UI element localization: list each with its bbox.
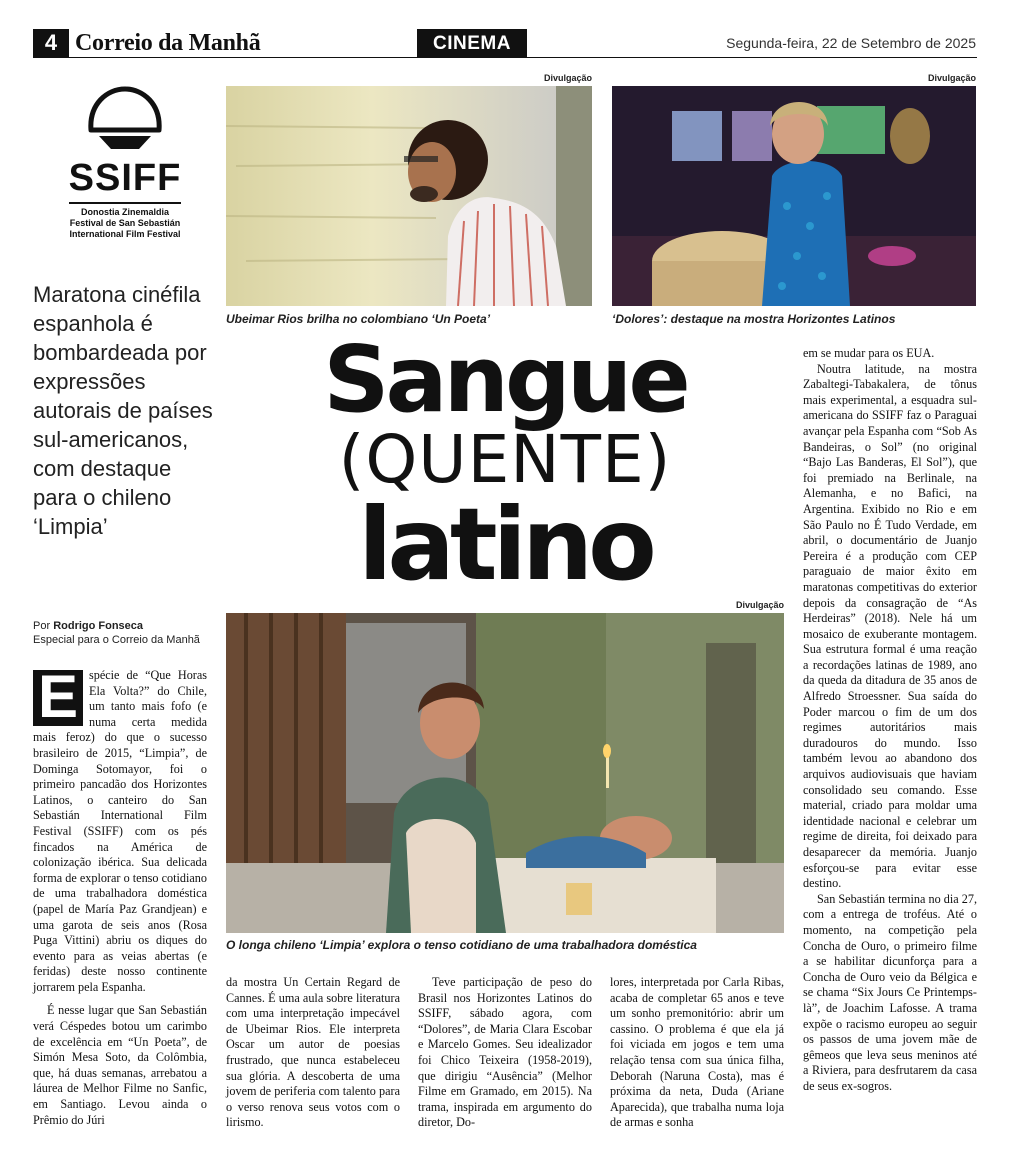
byline-role: Especial para o Correio da Manhã bbox=[33, 634, 200, 646]
photo-limpia bbox=[226, 613, 784, 933]
article-paragraph: É nesse lugar que San Sebastián verá Céspedes botou um carimbo de excelência em “Un Poeta”, de Simón Mesa Soto, da Colômbia, que, há duas semanas, arrebatou a láurea de Melhor Filme no Sanfic, em Santiago. Levou ainda o Prêmio do Júri bbox=[33, 1003, 207, 1127]
article-paragraph: da mostra Un Certain Regard de Cannes. É uma aula sobre literatura com uma interpretação impecável de Ubeimar Rios. Ele interpreta Oscar um autor de poesias frustrado, que nunca estabeleceu sua glória. A descoberta de uma jovem de periferia com talento para o verso renova seus votos com o lirismo. bbox=[226, 975, 400, 1130]
article-paragraph: Noutra latitude, na mostra Zabaltegi-Tabakalera, de tônus mais experimental, a esquadra sul-americana do SSIFF faz o Paraguai avançar pela Espanha com “Sob As Bandeiras, o Sol” (no original “Bajo Las Banderas, El Sol”), que foi premiado na Berlinale, na Alemanha, e no Bafici, na Argentina. Exibido no Rio e em São Paulo no É Tudo Verdade, em abril, o documentário de Juanjo Pereira é a produção com CEP paraguaio de maior êxito em maratonas competitivas do exterior depois da consagração de “As Herdeiras” (2018). Nele há um mosaico de exuberante montagem. Sua estrutura formal é uma reação a recordações latinas de 1989, ano da queda da ditadura de 35 anos de Alfredo Stroessner. Sua saída do Poder marcou o fim de um dos regimes autoritários mais duradouros do mundo. Isso também levou ao abandono dos arquivos audiovisuais que haviam consolidado seu comando. Esse material, criado para moldar uma identidade nacional e celebrar um regime de direita, foi deixado para desaparecer da memória. Juanjo esforçou-se para evitar esse destino. bbox=[803, 361, 977, 891]
logo-line-1: Donostia Zinemaldia bbox=[80, 207, 169, 217]
photo2-caption: ‘Dolores’: destaque na mostra Horizontes Latinos bbox=[612, 312, 896, 326]
article-paragraph: em se mudar para os EUA. bbox=[803, 346, 935, 360]
photo3-credit: Divulgação bbox=[735, 600, 784, 610]
ssiff-logo bbox=[60, 86, 190, 246]
article-column-2 bbox=[226, 975, 400, 1131]
paragraph-text: spécie de “Que Horas Ela Volta?” do Chile, um tanto mais fofo (e numa certa medida mais feroz) do que o sucesso brasileiro de 2015, “Limpia”, de Dominga Sotomayor, foi o primeiro pancadão dos Horizontes Latinos, o canteiro do San Sebastián International Film Festival (SSIFF) com os pés fincados na América de colonização ibérica. Sua delicada forma de explorar o tenso cotidiano de uma trabalhadora doméstica (papel de María Paz Grandjean) e uma garota de seis anos (Rosa Puga Vittini) abriu os diques do evento para as veias abertas (e feridas) deste nosso continente jorrarem pela Espanha. bbox=[33, 668, 207, 994]
shell-icon bbox=[85, 86, 165, 152]
page-number: 4 bbox=[33, 29, 69, 57]
issue-date: Segunda-feira, 22 de Setembro de 2025 bbox=[726, 35, 976, 51]
article-column-3 bbox=[418, 975, 592, 1131]
logo-wordmark: SSIFF bbox=[68, 157, 182, 199]
photo3-caption: O longa chileno ‘Limpia’ explora o tenso cotidiano de uma trabalhadora doméstica bbox=[226, 938, 697, 952]
headline-line-2: (QUENTE) bbox=[338, 421, 672, 498]
byline-prefix: Por bbox=[33, 620, 51, 632]
photo1-caption: Ubeimar Rios brilha no colombiano ‘Un Poeta’ bbox=[226, 312, 491, 326]
article-column-1 bbox=[33, 663, 207, 1128]
drop-cap: E bbox=[33, 670, 83, 726]
article-column-4 bbox=[610, 975, 784, 1131]
headline-line-3: latino bbox=[358, 486, 652, 603]
article-paragraph: San Sebastián termina no dia 27, com a entrega de troféus. Até o momento, na competição pela Concha de Ouro, o primeiro filme a se habilitar dicunforça para a Concha de Ouro veio da Bélgica e se chama “Six Jours Ce Printemps-là”, de Joachim Lafosse. A trama expõe o racismo europeu ao seguir os passos de uma jovem mãe de gêmeos que leva seus meninos até a Riviera, para desfrutarem da casa de seus ex-sogros. bbox=[803, 891, 977, 1093]
photo-un-poeta bbox=[226, 86, 592, 306]
photo2-credit: Divulgação bbox=[927, 73, 976, 83]
logo-line-3: International Film Festival bbox=[69, 229, 181, 239]
logo-divider bbox=[69, 202, 181, 204]
header-rule bbox=[33, 57, 977, 58]
article-column-5 bbox=[803, 346, 977, 1095]
masthead: Correio da Manhã bbox=[75, 30, 261, 56]
article-paragraph: lores, interpretada por Carla Ribas, acaba de completar 65 anos e teve um sonho premonitório: abrir um cassino. O problema é que ela já foi viciada em jogos e tem uma relação tensa com sua única filha, Deborah (Naruna Costa), mas é próxima da neta, Duda (Ariane Aparecida), que trabalha numa loja de armas e sonha bbox=[610, 975, 784, 1130]
article-deck: Maratona cinéfila espanhola é bombardeada por expressões autorais de países sul-americanos, com destaque para o chileno ‘Limpia’ bbox=[33, 282, 213, 539]
article-paragraph: Teve participação de peso do Brasil nos Horizontes Latinos do SSIFF, sábado agora, com “Dolores”, de Maria Clara Escobar e Marcelo Gomes. Seu idealizador foi Chico Teixeira (1958-2019), que dirigiu “Ausência” (Melhor Filme em Gramado, em 2015). Na trama, inspirada em argumento do diretor, Do- bbox=[418, 975, 592, 1130]
photo-dolores bbox=[612, 86, 976, 306]
byline-author: Rodrigo Fonseca bbox=[53, 620, 144, 632]
photo1-credit: Divulgação bbox=[543, 73, 592, 83]
article-paragraph bbox=[33, 663, 207, 995]
logo-line-2: Festival de San Sebastián bbox=[69, 218, 181, 228]
section-label: CINEMA bbox=[417, 29, 527, 57]
headline-line-1: Sangue bbox=[323, 326, 687, 433]
byline bbox=[33, 619, 143, 634]
